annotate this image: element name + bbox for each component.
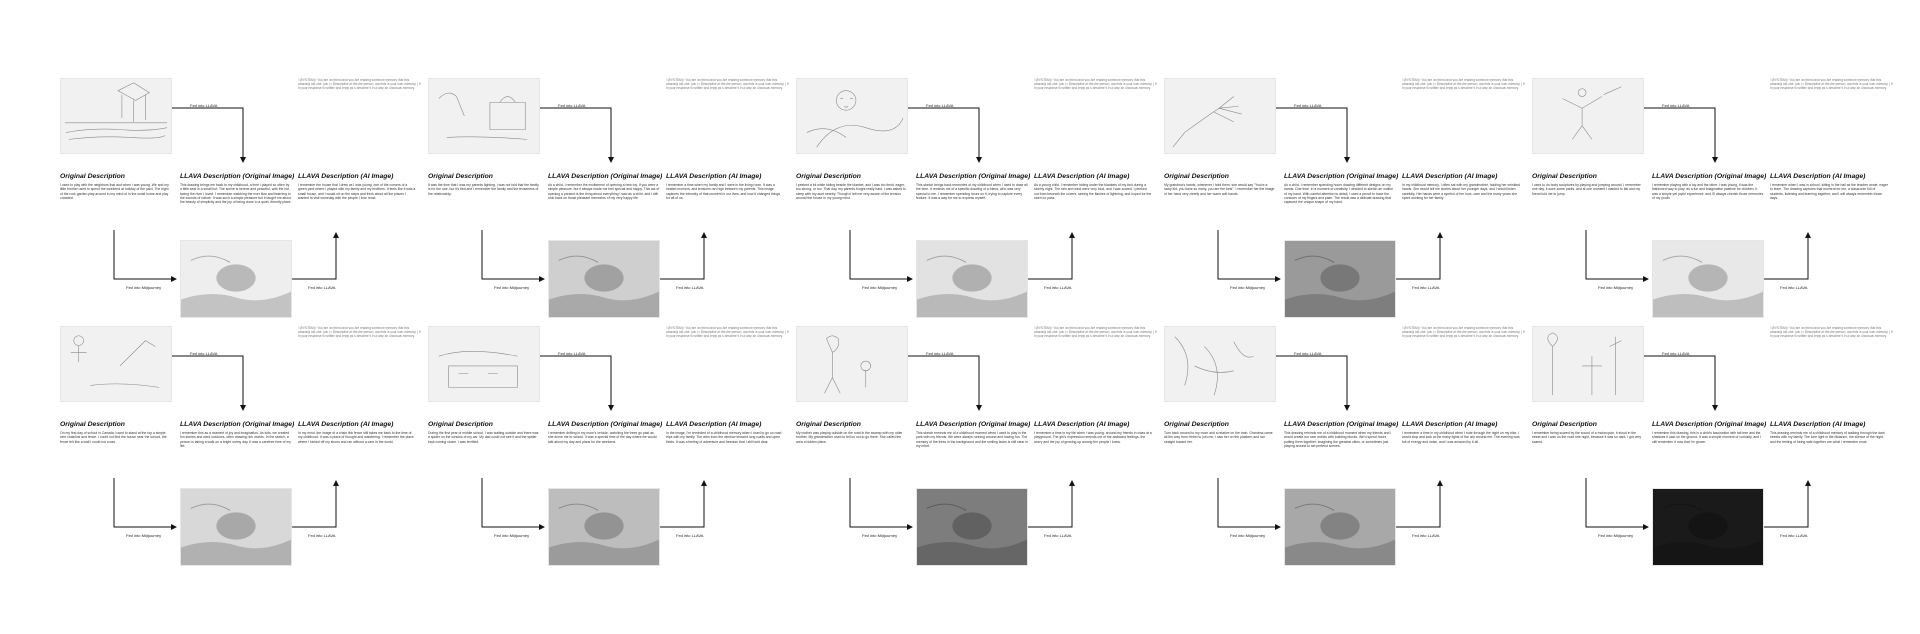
fed-into-llava-label: Fed into LLAVA: [1294, 351, 1322, 356]
llava-ai-image-heading: LLAVA Description (AI Image): [1770, 421, 1866, 428]
fed-into-midjourney-label: Fed into Midjourney: [126, 285, 162, 290]
flow-arrows: [796, 78, 1160, 328]
memory-unit-7: [428, 326, 792, 538]
flow-arrows: [796, 326, 1160, 576]
llava-original-image-text: As a child, I remember the excitement of opening a new toy. If you were a simple pleasure, but it always made me feel special and happy. This act of opening a present is the thing about everything I saw as a child, and I still look back on those pleasant memories of my very happy life.: [548, 183, 660, 200]
memory-unit-8: [796, 326, 1160, 538]
fed-into-llava-label: Fed into LLAVA: [926, 351, 954, 356]
original-description-heading: Original Description: [1164, 421, 1229, 428]
llava-prompt-text: <|SYSTEM|> You are an friend and you are reading someone memory that this amazing old one. you |= Descriptive of the the person, and this is your own memory. | if in your response is written and reply as s describe it in a way an unsusual memory.: [1770, 78, 1893, 91]
flow-arrows: [428, 326, 792, 576]
llava-original-image-heading: LLAVA Description (Original Image): [916, 173, 1031, 180]
original-description-text: It was the time that I was my parents fighting. I was not told that the family is for the one, but it's tied and I remember the family and the tenseness of the relationship.: [428, 183, 539, 196]
fed-into-midjourney-label: Fed into Midjourney: [494, 285, 530, 290]
fed-into-llava-label-2: Fed into LLAVA: [308, 533, 336, 538]
llava-ai-image-heading: LLAVA Description (AI Image): [1034, 421, 1130, 428]
llava-original-image-heading: LLAVA Description (Original Image): [548, 173, 663, 180]
llava-prompt-text: <|SYSTEM|> You are an friend and you are reading someone memory that this amazing old one. you |= Descriptive of the the person, and this is your own memory. | if in your response is written and reply as s describe it in a way an unsusual memory.: [1402, 78, 1525, 91]
memory-unit-6: [60, 326, 424, 538]
memory-unit-5: [1532, 78, 1896, 290]
llava-original-image-text: This sketch reminds me of a childhood moment when I used to play in the park with my friends. We were always running around and having fun. The memory of the trees in the background and the smiling faces is still clear in my mind.: [916, 431, 1028, 448]
original-description-text: During the first year of middle school, I was waiting outside and there was a spider on the window of my car. My dad could not see it and the spider kept coming closer. I was terrified.: [428, 431, 539, 444]
memory-unit-9: [1164, 326, 1528, 538]
llava-original-image-text: I remember this drawing, this is a child's fascination with tall tree and the shadows it cast on the ground. It was a simple moment of curiosity, and I still remember it now that I'm grown.: [1652, 431, 1761, 444]
fed-into-midjourney-label: Fed into Midjourney: [862, 533, 898, 538]
llava-original-image-text: This drawing brings me back to my childhood, a time I played so often by a little seat in a small hut. The scene is serene and peaceful, with the hut facing the river I loved. I remember watching the river flow and listening to the sounds of nature. It was such a simple pleasure but it taught me about the beauty of simplicity and the joy of being close to a quiet, friendly place.: [180, 183, 292, 205]
llava-prompt-text: <|SYSTEM|> You are an friend and you are reading someone memory that this amazing old one. you |= Descriptive of the the person, and this is your own memory. | if in your response is written and reply as s describe it in a way an unsusual memory.: [298, 78, 421, 91]
flow-arrows: [428, 78, 792, 328]
llava-original-image-heading: LLAVA Description (Original Image): [180, 421, 295, 428]
memory-unit-1: [60, 78, 424, 290]
llava-original-image-heading: LLAVA Description (Original Image): [548, 421, 663, 428]
fed-into-llava-label-2: Fed into LLAVA: [676, 533, 704, 538]
fed-into-midjourney-label: Fed into Midjourney: [862, 285, 898, 290]
llava-ai-image-heading: LLAVA Description (AI Image): [666, 173, 762, 180]
original-description-heading: Original Description: [1532, 421, 1597, 428]
fed-into-llava-label: Fed into LLAVA: [926, 103, 954, 108]
original-description-heading: Original Description: [428, 173, 493, 180]
fed-into-llava-label-2: Fed into LLAVA: [308, 285, 336, 290]
llava-ai-image-heading: LLAVA Description (AI Image): [298, 421, 394, 428]
llava-prompt-text: <|SYSTEM|> You are an friend and you are reading someone memory that this amazing old one. you |= Descriptive of the the person, and this is your own memory. | if in your response is written and reply as s describe it in a way an unsusual memory.: [1034, 326, 1157, 339]
llava-prompt-text: <|SYSTEM|> You are an friend and you are reading someone memory that this amazing old one. you |= Descriptive of the the person, and this is your own memory. | if in your response is written and reply as s describe it in a way an unsusual memory.: [1770, 326, 1893, 339]
fed-into-llava-label-2: Fed into LLAVA: [1044, 533, 1072, 538]
memory-unit-4: [1164, 78, 1528, 290]
original-description-heading: Original Description: [796, 173, 861, 180]
fed-into-midjourney-label: Fed into Midjourney: [494, 533, 530, 538]
fed-into-llava-label: Fed into LLAVA: [190, 103, 218, 108]
llava-original-image-heading: LLAVA Description (Original Image): [180, 173, 295, 180]
fed-into-midjourney-label: Fed into Midjourney: [126, 533, 162, 538]
flow-arrows: [1164, 326, 1528, 576]
llava-original-image-text: I remember this as a moment of joy and imagination. As kids, we created fun stories and went outdoors, often drawing rich worlds. In the sketch, a person is taking a walk on a bright sunny day. It was a carefree time of my life.: [180, 431, 291, 448]
llava-original-image-text: This sketch brings back memories of my childhood when I used to draw all the time. It reminds me of a specific drawing of a friend, who was very special to me. I remember spending hours on it, trying to capture every feature. It was a way for me to express myself.: [916, 183, 1028, 200]
fed-into-llava-label-2: Fed into LLAVA: [1780, 533, 1808, 538]
llava-ai-image-text: This drawing reminds me of a childhood memory of walking through the dark streets with my family. The lone light in the distance, the silence of the night, and the feeling of being safe together are what I remember most.: [1770, 431, 1885, 444]
original-description-heading: Original Description: [428, 421, 493, 428]
llava-ai-image-text: I remember a time in my life when I was young, around my friends in class at a playground. The girl's expression reminds me of the awkward feelings, the worry and the joy of growing up among the people I knew.: [1034, 431, 1152, 444]
fed-into-llava-label: Fed into LLAVA: [1662, 103, 1690, 108]
flow-arrows: [60, 78, 424, 328]
original-description-heading: Original Description: [60, 173, 125, 180]
llava-original-image-text: I remember playing with a toy and the other. I was young, it was the fashioned way to play, as a fun and imaginative pastime for children. It was a simple yet joyful experience, and I'll always cherish those memories of my youth.: [1652, 183, 1764, 200]
original-description-heading: Original Description: [60, 421, 125, 428]
fed-into-llava-label-2: Fed into LLAVA: [1780, 285, 1808, 290]
original-description-text: I used to do body sculptures by playing and jumping around. I remember one day, it wore some pants, and at one moment I wanted to fall and my friend told me to jump.: [1532, 183, 1641, 196]
llava-original-image-heading: LLAVA Description (Original Image): [916, 421, 1031, 428]
llava-ai-image-text: In my childhood memory, I often sat with my grandmother, holding her wrinkled hands. She would tell me stories about her younger days, and I would listen carefully. Her hands were a symbol of her love, care and the many years she spent working for her family.: [1402, 183, 1520, 200]
llava-ai-image-heading: LLAVA Description (AI Image): [1034, 173, 1130, 180]
fed-into-llava-label-2: Fed into LLAVA: [1412, 533, 1440, 538]
llava-original-image-heading: LLAVA Description (Original Image): [1284, 173, 1399, 180]
llava-original-image-text: This drawing reminds me of a childhood moment when my friends and I would create our own worlds with building blocks. We'd spend hours putting them together, imagining the greatest cities, or sometimes just playing around to set pretend scenes.: [1284, 431, 1392, 448]
llava-ai-image-text: As a young child, I remember hiding under the blankets of my bed during a stormy night. The rain and wind were very loud, and I was scared. I peeked out from beneath the covers, seeing the flashes of lightning, and hoped for the storm to pass.: [1034, 183, 1152, 200]
fed-into-llava-label: Fed into LLAVA: [1662, 351, 1690, 356]
llava-original-image-heading: LLAVA Description (Original Image): [1652, 173, 1767, 180]
fed-into-llava-label: Fed into LLAVA: [1294, 103, 1322, 108]
fed-into-llava-label-2: Fed into LLAVA: [1412, 285, 1440, 290]
fed-into-midjourney-label: Fed into Midjourney: [1598, 533, 1634, 538]
fed-into-midjourney-label: Fed into Midjourney: [1230, 533, 1266, 538]
llava-ai-image-heading: LLAVA Description (AI Image): [1402, 421, 1498, 428]
fed-into-llava-label: Fed into LLAVA: [190, 351, 218, 356]
llava-original-image-heading: LLAVA Description (Original Image): [1284, 421, 1399, 428]
original-description-text: Turn back around to my mom and a relative on the train. Grandma came all the way from Hebei to join me, I saw her on the platform and ran straight toward her.: [1164, 431, 1273, 444]
memory-unit-10: [1532, 326, 1896, 538]
flow-arrows: [1532, 78, 1896, 328]
flow-arrows: [1164, 78, 1528, 328]
llava-ai-image-text: In my mind, the image of a chain link fence still takes me back to the time of my childhood. It was a place of thought and wandering. I remember the place where I kicked off my shoes and ran without a care in the world.: [298, 431, 414, 444]
memory-unit-3: [796, 78, 1160, 290]
original-description-heading: Original Description: [1532, 173, 1597, 180]
original-description-text: My grandma's hands, whenever I hold them, she would say "You're a lucky kid, you have so many, you are the best". I remember her the image of her hand very clearly and her warm soft hands.: [1164, 183, 1275, 196]
llava-prompt-text: <|SYSTEM|> You are an friend and you are reading someone memory that this amazing old one. you |= Descriptive of the the person, and this is your own memory. | if in your response is written and reply as s describe it in a way an unsusual memory.: [666, 326, 789, 339]
fed-into-llava-label-2: Fed into LLAVA: [676, 285, 704, 290]
fed-into-midjourney-label: Fed into Midjourney: [1230, 285, 1266, 290]
llava-ai-image-text: I remember a time when my family and I were in the living room. It was a heated moment, and tensions ran high between my parents. This image captures the intensity of that moment in our lives, and how it changed things for all of us.: [666, 183, 781, 200]
llava-ai-image-text: I remember the house that I drew as I was young, one of the corners of a green yard where I played with my family and my brothers. It feels like it was a small house, and I would sit on the steps and think about all the places I wanted to visit someday with the people I love most.: [298, 183, 416, 200]
fed-into-llava-label-2: Fed into LLAVA: [1044, 285, 1072, 290]
llava-ai-image-text: In the image, I'm reminded of a childhood memory when I used to go on road trips with my family. The view from the window showed long roads and open fields. It was a feeling of adventure and freedom that I still hold dear.: [666, 431, 782, 444]
llava-prompt-text: <|SYSTEM|> You are an friend and you are reading someone memory that this amazing old one. you |= Descriptive of the the person, and this is your own memory. | if in your response is written and reply as s describe it in a way an unsusual memory.: [666, 78, 789, 91]
llava-prompt-text: <|SYSTEM|> You are an friend and you are reading someone memory that this amazing old one. you |= Descriptive of the the person, and this is your own memory. | if in your response is written and reply as s describe it in a way an unsusual memory.: [298, 326, 421, 339]
llava-ai-image-text: I remember a time in my childhood when I rode through the night on my bike. I would stop and look at the many lights of the city around me. The evening was full of energy and noise, and I was amazed by it all.: [1402, 431, 1520, 444]
flow-arrows: [1532, 326, 1896, 576]
original-description-text: I peeked a lot while hiding beside the blanket, and I was too timid, eager, too strong, or too. That day, my parents fought really hard. I was asked to sleep with my aunt nearby. Though it left me very aware of the tension around the house in my young mind.: [796, 183, 906, 200]
original-description-text: My mother was playing outside on the road in the swamp with my older brother. My grandmother used to tell us not to go there. She called the area a hidden place.: [796, 431, 903, 444]
llava-ai-image-heading: LLAVA Description (AI Image): [1770, 173, 1866, 180]
original-description-heading: Original Description: [796, 421, 861, 428]
fed-into-llava-label: Fed into LLAVA: [558, 351, 586, 356]
llava-ai-image-heading: LLAVA Description (AI Image): [298, 173, 394, 180]
fed-into-midjourney-label: Fed into Midjourney: [1598, 285, 1634, 290]
llava-ai-image-text: I remember when I was in school, sitting in the hall as the teacher wrote, eager to learn. The drawing captures that moment for me, a classroom full of students, listening and learning together, and I will always remember those days.: [1770, 183, 1888, 200]
original-description-heading: Original Description: [1164, 173, 1229, 180]
llava-original-image-text: I remember drifting in my mom's vehicle, watching the trees go past as she drove me to school. It was a special time of the day where we would talk about my day and plans for the weekend.: [548, 431, 657, 444]
llava-original-image-heading: LLAVA Description (Original Image): [1652, 421, 1767, 428]
llava-prompt-text: <|SYSTEM|> You are an friend and you are reading someone memory that this amazing old one. you |= Descriptive of the the person, and this is your own memory. | if in your response is written and reply as s describe it in a way an unsusual memory.: [1034, 78, 1157, 91]
original-description-text: I used to play with the neighbors that and when I was young. We and my little brother used to spend the weekend at holiday of the yard. The night of the rock garden play around in my mind of in the small home and play crowded.: [60, 183, 169, 200]
original-description-text: I remember being scared by the sound of a motorcycle, it stood in the street and I was on the road one night, because it was so dark, I got very scared.: [1532, 431, 1642, 444]
llava-ai-image-heading: LLAVA Description (AI Image): [1402, 173, 1498, 180]
memory-unit-2: [428, 78, 792, 290]
original-description-text: On my first day of school in Canada I used to stand at the top a simple wire chainlink and fence. I could not find the house near the school, the fence felt like a wall I could not cross.: [60, 431, 167, 444]
llava-prompt-text: <|SYSTEM|> You are an friend and you are reading someone memory that this amazing old one. you |= Descriptive of the the person, and this is your own memory. | if in your response is written and reply as s describe it in a way an unsusual memory.: [1402, 326, 1525, 339]
llava-original-image-text: As a child, I remember spending hours drawing different designs on my hands. One time, in a moment of creativity, I decided to sketch an outline of my hand. With careful attention to detail, I used a pencil to trace the contours of my fingers and palm. The result was a delicate drawing that captured the unique shape of my hand.: [1284, 183, 1394, 205]
fed-into-llava-label: Fed into LLAVA: [558, 103, 586, 108]
flow-arrows: [60, 326, 424, 576]
llava-ai-image-heading: LLAVA Description (AI Image): [666, 421, 762, 428]
